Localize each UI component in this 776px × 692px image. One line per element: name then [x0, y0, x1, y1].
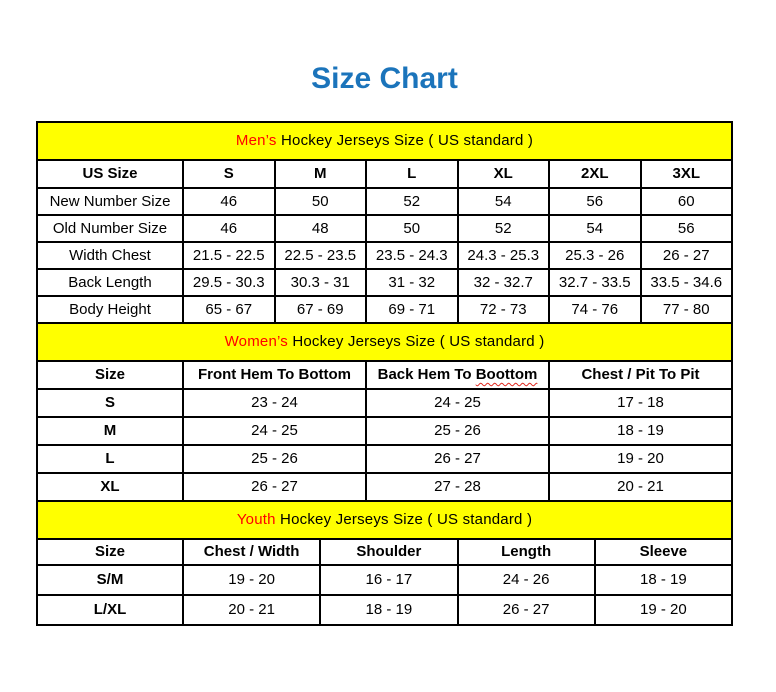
value-cell: 22.5 - 23.5: [275, 242, 367, 269]
mens-row: [37, 269, 732, 296]
youth-row: [37, 595, 732, 625]
womens-banner: [37, 323, 732, 361]
value-cell: 46: [183, 188, 275, 215]
value-cell: 18 - 19: [320, 595, 457, 625]
mens-header-row: [37, 160, 732, 188]
value-cell: 16 - 17: [320, 565, 457, 595]
womens-column-header: Front Hem To Bottom: [183, 361, 366, 389]
value-cell: 48: [275, 215, 367, 242]
mens-row: [37, 242, 732, 269]
youth-column-header: Size: [37, 539, 183, 565]
value-cell: 20 - 21: [183, 595, 320, 625]
row-label: S: [37, 389, 183, 417]
youth-banner-row: [37, 501, 732, 539]
mens-column-header: US Size: [37, 160, 183, 188]
womens-row: [37, 473, 732, 501]
value-cell: 56: [641, 215, 733, 242]
value-cell: 46: [183, 215, 275, 242]
row-label: Width Chest: [37, 242, 183, 269]
value-cell: 60: [641, 188, 733, 215]
value-cell: 23 - 24: [183, 389, 366, 417]
womens-row: [37, 389, 732, 417]
womens-column-header: Size: [37, 361, 183, 389]
mens-banner-highlight: Men’s: [235, 132, 277, 149]
value-cell: 23.5 - 24.3: [366, 242, 458, 269]
value-cell: 26 - 27: [641, 242, 733, 269]
row-label: S/M: [37, 565, 183, 595]
value-cell: 54: [458, 188, 550, 215]
youth-header-row: [37, 539, 732, 565]
row-label: Body Height: [37, 296, 183, 323]
mens-banner: [37, 122, 732, 160]
value-cell: 24 - 25: [183, 417, 366, 445]
value-cell: 26 - 27: [183, 473, 366, 501]
youth-banner-highlight: Youth: [236, 511, 276, 528]
mens-column-header: M: [275, 160, 367, 188]
value-cell: 18 - 19: [595, 565, 732, 595]
value-cell: 20 - 21: [549, 473, 732, 501]
value-cell: 26 - 27: [366, 445, 549, 473]
value-cell: 31 - 32: [366, 269, 458, 296]
value-cell: 18 - 19: [549, 417, 732, 445]
value-cell: 50: [275, 188, 367, 215]
row-label: L/XL: [37, 595, 183, 625]
mens-column-header: L: [366, 160, 458, 188]
youth-column-header: Length: [458, 539, 595, 565]
value-cell: 77 - 80: [641, 296, 733, 323]
row-label: L: [37, 445, 183, 473]
mens-column-header: 2XL: [549, 160, 641, 188]
youth-column-header: Sleeve: [595, 539, 732, 565]
value-cell: 24 - 25: [366, 389, 549, 417]
womens-banner-row: [37, 323, 732, 361]
womens-banner-highlight: Women’s: [224, 333, 288, 350]
value-cell: 17 - 18: [549, 389, 732, 417]
womens-row: [37, 445, 732, 473]
value-cell: 24 - 26: [458, 565, 595, 595]
value-cell: 25 - 26: [366, 417, 549, 445]
mens-banner-text: Hockey Jerseys Size ( US standard ): [276, 132, 534, 149]
mens-banner-row: [37, 122, 732, 160]
page-title: Size Chart: [311, 62, 458, 95]
value-cell: 19 - 20: [549, 445, 732, 473]
mens-row: [37, 188, 732, 215]
womens-banner-text: Hockey Jerseys Size ( US standard ): [287, 333, 545, 350]
womens-column-header: Chest / Pit To Pit: [549, 361, 732, 389]
value-cell: 30.3 - 31: [275, 269, 367, 296]
value-cell: 52: [366, 188, 458, 215]
row-label: XL: [37, 473, 183, 501]
row-label: M: [37, 417, 183, 445]
value-cell: 32.7 - 33.5: [549, 269, 641, 296]
mens-column-header: XL: [458, 160, 550, 188]
youth-column-header: Shoulder: [320, 539, 457, 565]
mens-size-table: [36, 121, 733, 324]
value-cell: 67 - 69: [275, 296, 367, 323]
value-cell: 21.5 - 22.5: [183, 242, 275, 269]
mens-column-header: S: [183, 160, 275, 188]
youth-banner: [37, 501, 732, 539]
value-cell: 72 - 73: [458, 296, 550, 323]
womens-row: [37, 417, 732, 445]
value-cell: 52: [458, 215, 550, 242]
value-cell: 25.3 - 26: [549, 242, 641, 269]
value-cell: 74 - 76: [549, 296, 641, 323]
value-cell: 24.3 - 25.3: [458, 242, 550, 269]
size-tables-container: [36, 121, 733, 626]
mens-column-header: 3XL: [641, 160, 733, 188]
youth-banner-text: Hockey Jerseys Size ( US standard ): [275, 511, 533, 528]
value-cell: 56: [549, 188, 641, 215]
value-cell: 25 - 26: [183, 445, 366, 473]
value-cell: 69 - 71: [366, 296, 458, 323]
value-cell: 50: [366, 215, 458, 242]
value-cell: 32 - 32.7: [458, 269, 550, 296]
womens-column-header: Back Hem To Boottom: [366, 361, 549, 389]
value-cell: 33.5 - 34.6: [641, 269, 733, 296]
misspelled-word: Boottom: [475, 366, 538, 383]
value-cell: 19 - 20: [183, 565, 320, 595]
youth-size-table: [36, 500, 733, 626]
youth-row: [37, 565, 732, 595]
row-label: New Number Size: [37, 188, 183, 215]
value-cell: 27 - 28: [366, 473, 549, 501]
youth-column-header: Chest / Width: [183, 539, 320, 565]
value-cell: 26 - 27: [458, 595, 595, 625]
mens-row: [37, 215, 732, 242]
row-label: Old Number Size: [37, 215, 183, 242]
value-cell: 54: [549, 215, 641, 242]
womens-header-row: [37, 361, 732, 389]
mens-row: [37, 296, 732, 323]
womens-size-table: [36, 322, 733, 502]
value-cell: 65 - 67: [183, 296, 275, 323]
value-cell: 19 - 20: [595, 595, 732, 625]
value-cell: 29.5 - 30.3: [183, 269, 275, 296]
row-label: Back Length: [37, 269, 183, 296]
